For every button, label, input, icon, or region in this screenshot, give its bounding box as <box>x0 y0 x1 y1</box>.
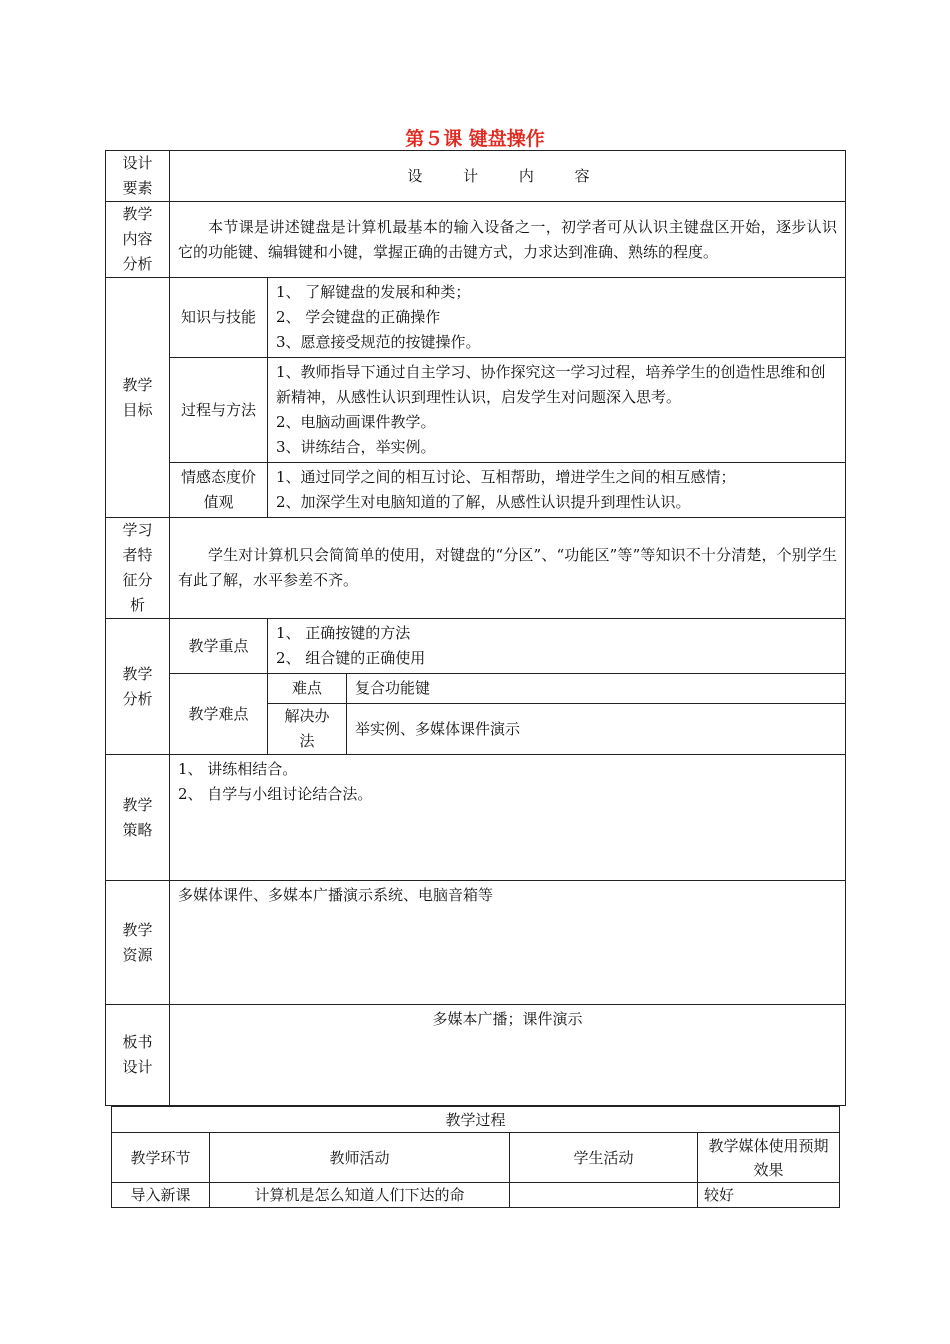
board-label: 板书设计 <box>106 1005 170 1106</box>
process-cell-teacher: 计算机是怎么知道人们下达的命 <box>210 1183 510 1208</box>
process-method-label: 过程与方法 <box>170 358 268 463</box>
key-point-content <box>268 619 846 674</box>
process-header-student: 学生活动 <box>510 1133 698 1183</box>
difficulty-label: 教学难点 <box>170 674 268 755</box>
process-title-row <box>112 1107 840 1133</box>
strategy-row <box>106 755 846 881</box>
teaching-process-table <box>111 1106 840 1208</box>
attitude-line: 2、加深学生对电脑知道的了解，从感性认识提升到理性认识。 <box>276 493 691 511</box>
key-point-line: 2、 组合键的正确使用 <box>276 649 426 667</box>
board-text: 多媒本广播；课件演示 <box>432 1010 583 1028</box>
process-line: 2、电脑动画课件教学。 <box>276 413 436 431</box>
resources-content <box>170 881 846 1005</box>
attitude-line: 1、通过同学之间的相互讨论、互相帮助，增进学生之间的相互感情； <box>276 468 736 486</box>
process-title: 教学过程 <box>112 1107 840 1133</box>
key-point-line: 1、 正确按键的方法 <box>276 624 411 642</box>
process-header-stage: 教学环节 <box>112 1133 210 1183</box>
difficulty-value: 复合功能键 <box>347 674 846 704</box>
strategy-label: 教学策略 <box>106 755 170 881</box>
objective-row-process <box>106 358 846 463</box>
content-analysis-row <box>106 202 846 278</box>
resources-label: 教学资源 <box>106 881 170 1005</box>
key-point-label: 教学重点 <box>170 619 268 674</box>
attitude-value-content <box>268 463 846 518</box>
learner-row <box>106 518 846 619</box>
process-row <box>112 1183 840 1208</box>
process-line: 3、讲练结合，举实例。 <box>276 438 436 456</box>
attitude-value-label: 情感态度价值观 <box>170 463 268 518</box>
solution-value: 举实例、多媒体课件演示 <box>347 704 846 755</box>
design-content-header: 设 计 内 容 <box>170 151 846 202</box>
knowledge-line: 1、 了解键盘的发展和种类； <box>276 283 471 301</box>
knowledge-skill-label: 知识与技能 <box>170 278 268 358</box>
process-header-teacher: 教师活动 <box>210 1133 510 1183</box>
board-content <box>170 1005 846 1106</box>
knowledge-line: 3、愿意接受规范的按键操作。 <box>276 333 481 351</box>
analysis-difficulty-row <box>106 674 846 704</box>
objective-row-attitude <box>106 463 846 518</box>
process-cell-stage: 导入新课 <box>112 1183 210 1208</box>
process-cell-student <box>510 1183 698 1208</box>
solution-sub-label: 解决办法 <box>268 704 347 755</box>
board-row <box>106 1005 846 1106</box>
process-method-content <box>268 358 846 463</box>
objectives-label: 教学目标 <box>106 278 170 518</box>
knowledge-skill-content <box>268 278 846 358</box>
header-row <box>106 151 846 202</box>
process-line: 1、教师指导下通过自主学习、协作探究这一学习过程，培养学生的创造性思维和创新精神，从感性认识到理性认识，启发学生对问题深入思考。 <box>276 363 826 406</box>
design-element-label: 设计要素 <box>106 151 170 202</box>
strategy-line: 2、 自学与小组讨论结合法。 <box>178 785 373 803</box>
process-header-row <box>112 1133 840 1183</box>
lesson-design-table <box>105 150 846 1106</box>
objective-row-knowledge <box>106 278 846 358</box>
learner-label: 学习者特征分析 <box>106 518 170 619</box>
content-analysis-label: 教学内容分析 <box>106 202 170 278</box>
analysis-label: 教学分析 <box>106 619 170 755</box>
strategy-line: 1、 讲练相结合。 <box>178 760 298 778</box>
learner-text: 学生对计算机只会简简单的使用，对键盘的“分区”、“功能区”等”等知识不十分清楚，个别学生有此了解，水平参差不齐。 <box>170 518 846 619</box>
page-title: 第５课 键盘操作 <box>405 128 545 150</box>
content-analysis-text: 本节课是讲述键盘是计算机最基本的输入设备之一，初学者可从认识主键盘区开始，逐步认识它的功能键、编辑键和小键，掌握正确的击键方式，力求达到准确、熟练的程度。 <box>170 202 846 278</box>
process-header-media: 教学媒体使用预期效果 <box>698 1133 840 1183</box>
analysis-key-row <box>106 619 846 674</box>
resources-text: 多媒体课件、多媒本广播演示系统、电脑音箱等 <box>178 886 494 904</box>
strategy-content <box>170 755 846 881</box>
resources-row <box>106 881 846 1005</box>
difficulty-sub-label: 难点 <box>268 674 347 704</box>
knowledge-line: 2、 学会键盘的正确操作 <box>276 308 441 326</box>
process-cell-media: 较好 <box>698 1183 840 1208</box>
